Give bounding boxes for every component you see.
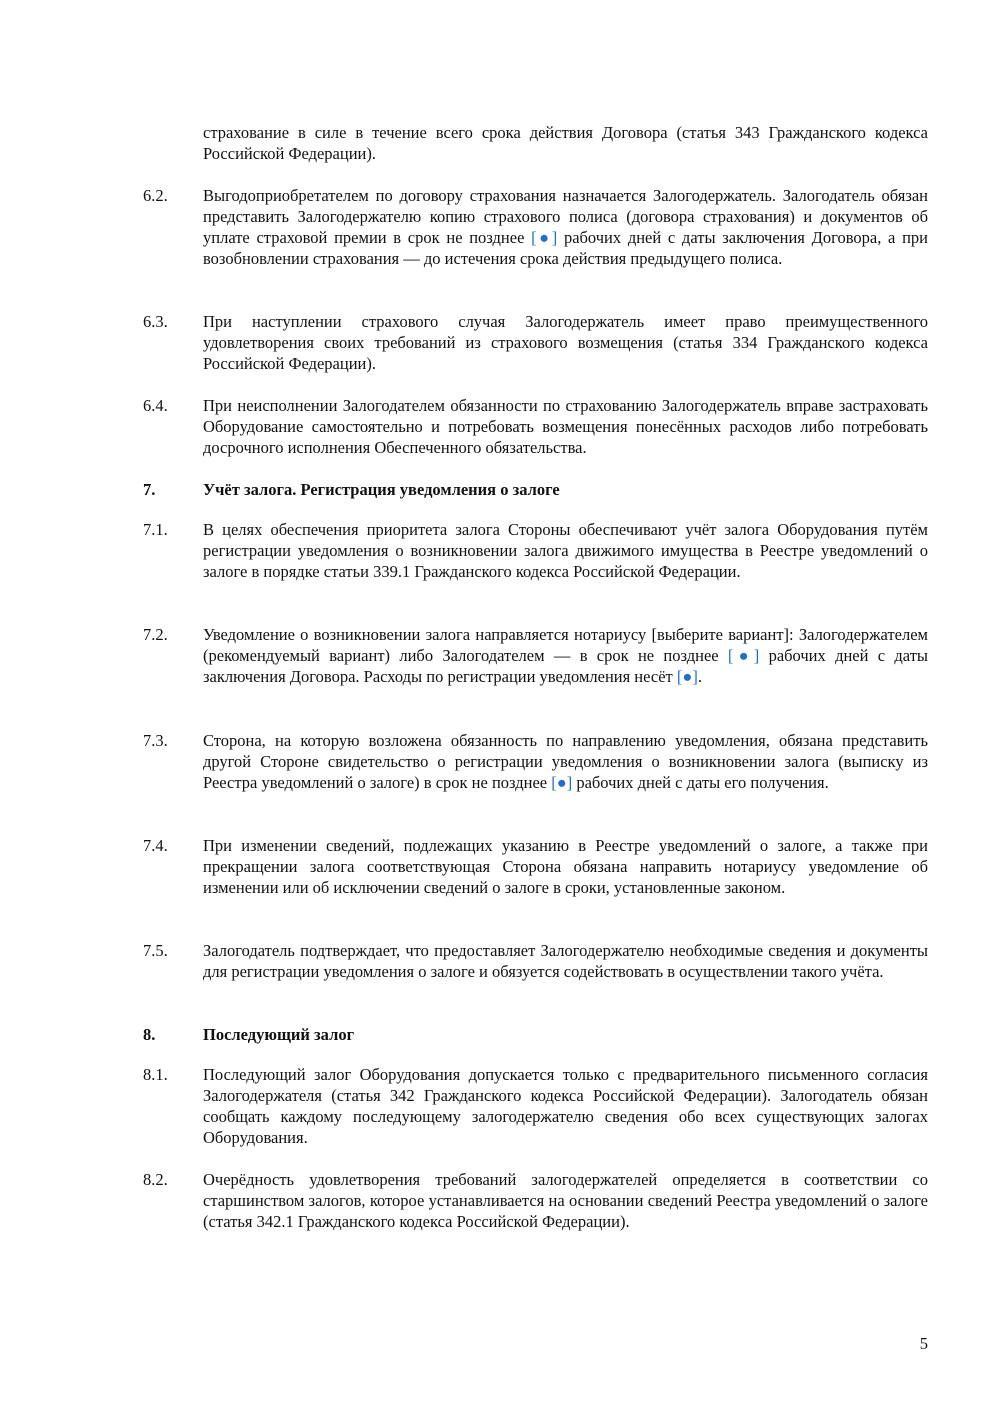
clause-text: При наступлении страхового случая Залогодержатель имеет право преимущественного удовлетворения своих требований из страхового возмещения (статья 334 Гражданского кодекса Российской Федерации). — [203, 312, 928, 373]
clause-text: В целях обеспечения приоритета залога Стороны обеспечивают учёт залога Оборудования путём регистрации уведомления о возникновении залога движимого имущества в Реестре уведомлений о залоге в порядке статьи 339.1 Гражданского кодекса Российской Федерации. — [203, 520, 928, 581]
clause-text: Последующий залог Оборудования допускается только с предварительного письменного согласия Залогодержателя (статья 342 Гражданского кодекса Российской Федерации). Залогодатель обязан сообщать каждому последующему залогодержателю сведения обо всех существующих залогах Оборудования. — [203, 1065, 928, 1147]
section-title: Последующий залог — [203, 1025, 355, 1044]
clause-number: 8.1. — [143, 1065, 168, 1084]
clause-number: 7.5. — [143, 941, 168, 960]
clause-number: 7.3. — [143, 731, 168, 750]
clause-number: 6.3. — [143, 312, 168, 331]
placeholder-marker: [●] — [676, 667, 698, 686]
section-number: 7. — [143, 480, 156, 499]
clause-text — [203, 185, 928, 269]
clause-6-4 — [143, 395, 928, 458]
clause-7-4 — [143, 835, 928, 898]
clause-text-part: Уведомление о возникновении залога направляется нотариусу [выберите вариант]: Залогодержателем (рекомендуемый вариант) либо Залогодателем — в срок не позднее — [203, 625, 928, 665]
section-7-heading — [143, 479, 928, 500]
clause-text-part: Сторона, на которую возложена обязанность по направлению уведомления, обязана представить другой Стороне свидетельство о регистрации уведомления о возникновении залога (выписку из Реестра уведомлений о залоге) в срок не позднее — [203, 731, 928, 792]
clause-text — [203, 730, 928, 793]
clause-number: 6.2. — [143, 186, 168, 205]
clause-number: 8.2. — [143, 1170, 168, 1189]
section-8-heading — [143, 1024, 928, 1045]
clause-text: Очерёдность удовлетворения требований залогодержателей определяется в соответствии со старшинством залогов, которое устанавливается на основании сведений Реестра уведомлений о залоге (статья 342.1 Гражданского кодекса Российской Федерации). — [203, 1170, 928, 1231]
clause-7-1 — [143, 519, 928, 582]
clause-text — [203, 624, 928, 687]
placeholder-marker: [●] — [531, 228, 558, 247]
section-number: 8. — [143, 1025, 156, 1044]
clause-text-part: рабочих дней с даты его получения. — [572, 773, 829, 792]
section-title: Учёт залога. Регистрация уведомления о залоге — [203, 480, 560, 499]
clause-8-1 — [143, 1064, 928, 1148]
clause-8-2 — [143, 1169, 928, 1232]
clause-text-part: Выгодоприобретателем по договору страхования назначается Залогодержатель. Залогодатель обязан представить Залогодержателю копию страхового полиса (договора страхования) и документов об уплате страховой премии в срок не позднее — [203, 186, 928, 247]
clause-6-1-continuation — [143, 122, 928, 164]
clause-text: страхование в силе в течение всего срока действия Договора (статья 343 Гражданского кодекса Российской Федерации). — [203, 123, 928, 163]
clause-text: При неисполнении Залогодателем обязанности по страхованию Залогодержатель вправе застраховать Оборудование самостоятельно и потребовать возмещения понесённых расходов либо потребовать досрочного исполнения Обеспеченного обязательства. — [203, 396, 928, 457]
page-number: 5 — [919, 1334, 928, 1353]
clause-text-part: рабочих дней с даты заключения Договора. Расходы по регистрации уведомления несёт — [203, 646, 928, 686]
clause-text-part: рабочих дней с даты заключения Договора, а при возобновлении страхования — до истечения срока действия предыдущего полиса. — [203, 228, 928, 268]
clause-number: 7.1. — [143, 520, 168, 539]
clause-6-2 — [143, 185, 928, 269]
clause-text-part: . — [697, 667, 702, 686]
clause-7-5 — [143, 940, 928, 982]
clause-7-3 — [143, 730, 928, 793]
placeholder-marker: [●] — [551, 773, 573, 792]
clause-number: 7.4. — [143, 836, 168, 855]
clause-7-2 — [143, 624, 928, 687]
placeholder-marker: [●] — [727, 646, 760, 665]
clause-text: Залогодатель подтверждает, что предоставляет Залогодержателю необходимые сведения и документы для регистрации уведомления о залоге и обязуется содействовать в осуществлении такого учёта. — [203, 941, 928, 981]
clause-6-3 — [143, 311, 928, 374]
clause-number: 7.2. — [143, 625, 168, 644]
clause-number: 6.4. — [143, 396, 168, 415]
clause-text: При изменении сведений, подлежащих указанию в Реестре уведомлений о залоге, а также при прекращении залога соответствующая Сторона обязана направить нотариусу уведомление об изменении или об исключении сведений о залоге в сроки, установленные законом. — [203, 836, 928, 897]
